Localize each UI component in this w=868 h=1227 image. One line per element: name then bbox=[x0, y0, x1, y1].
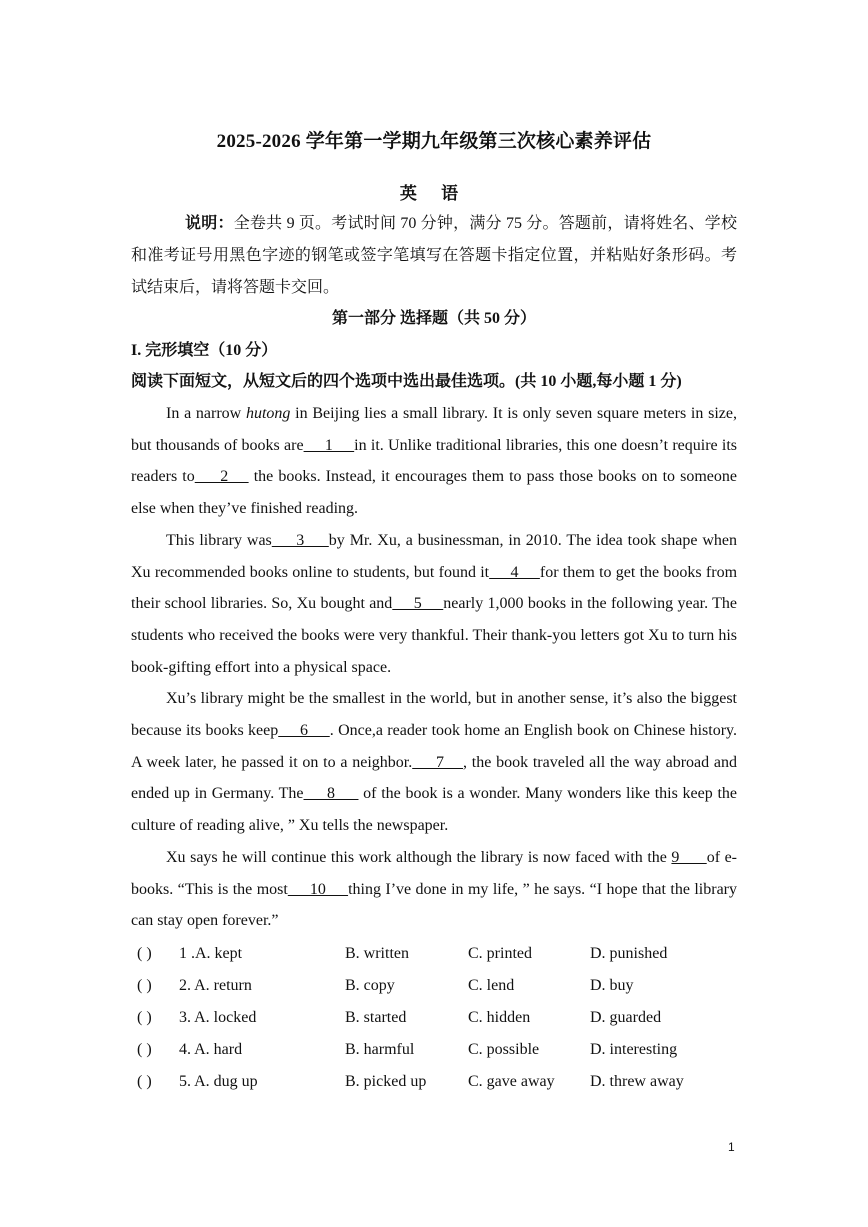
option-c: C. lend bbox=[468, 977, 515, 994]
option-b: B. written bbox=[345, 945, 409, 962]
blank-3: 3 bbox=[271, 531, 329, 549]
instructions-text: 全卷共 9 页。考试时间 70 分钟，满分 75 分。答题前，请将姓名、学校和准考证号用黑色字迹的钢笔或签字笔填写在答题卡指定位置，并粘贴好条形码。考试结束后，请将答题卡交回。 bbox=[131, 215, 737, 296]
blank-5: 5 bbox=[392, 595, 444, 613]
blank-8: 8 bbox=[303, 785, 359, 803]
passage-text: Xu’s library might be the smallest in the world, but in another sense, it’s also the biggest because its books keep bbox=[131, 690, 737, 740]
instructions-label: 说明： bbox=[185, 215, 234, 232]
passage-paragraph-1 bbox=[131, 398, 737, 525]
option-a: 4. A. hard bbox=[179, 1041, 243, 1058]
question-row bbox=[131, 1034, 751, 1066]
cloze-passage bbox=[131, 398, 737, 937]
passage-text: of the book is a wonder. Many wonders like this keep the culture of reading alive, ” Xu tells the newspaper. bbox=[131, 785, 737, 835]
option-c: C. hidden bbox=[468, 1009, 531, 1026]
option-a: 2. A. return bbox=[179, 977, 252, 994]
blank-4: 4 bbox=[489, 563, 540, 581]
question-row bbox=[131, 970, 751, 1002]
question-row bbox=[131, 938, 751, 970]
option-c: C. gave away bbox=[468, 1073, 555, 1090]
blank-6: 6 bbox=[278, 722, 330, 740]
passage-text: in it. Unlike traditional libraries, this one doesn’t require its readers to bbox=[131, 436, 738, 486]
option-a: 5. A. dug up bbox=[179, 1073, 258, 1090]
passage-text: by Mr. Xu, a businessman, in 2010. The idea took shape when Xu recommended books online to students, but found it bbox=[131, 531, 738, 581]
answer-bracket: ( ) bbox=[137, 977, 152, 994]
option-b: B. copy bbox=[345, 977, 395, 994]
passage-text: the books. Instead, it encourages them to pass those books on to someone else when they’ve finished reading. bbox=[131, 468, 738, 518]
option-b: B. started bbox=[345, 1009, 407, 1026]
passage-paragraph-2 bbox=[131, 525, 737, 684]
option-d: D. buy bbox=[590, 977, 634, 994]
question-row bbox=[131, 1066, 751, 1098]
subject-heading: 英 语 bbox=[399, 184, 469, 203]
passage-text: in Beijing lies a small library. It is only seven square meters in size, but thousands of books are bbox=[131, 405, 737, 454]
exam-title: 2025-2026 学年第一学期九年级第三次核心素养评估 bbox=[216, 131, 652, 152]
option-c: C. printed bbox=[468, 945, 532, 962]
part-heading: 第一部分 选择题（共 50 分） bbox=[331, 310, 536, 327]
option-b: B. harmful bbox=[345, 1041, 415, 1058]
section-heading: I. 完形填空（10 分） bbox=[131, 342, 278, 359]
page-number: 1 bbox=[728, 1140, 735, 1154]
option-a: 3. A. locked bbox=[179, 1009, 257, 1026]
question-row bbox=[131, 1002, 751, 1034]
answer-bracket: ( ) bbox=[137, 945, 152, 962]
option-d: D. threw away bbox=[590, 1073, 684, 1090]
answer-bracket: ( ) bbox=[137, 1073, 152, 1090]
option-d: D. interesting bbox=[590, 1041, 678, 1058]
option-d: D. guarded bbox=[590, 1009, 662, 1026]
answer-options bbox=[131, 938, 751, 1098]
answer-bracket: ( ) bbox=[137, 1041, 152, 1058]
passage-text: In a narrow bbox=[166, 405, 246, 422]
passage-text: for them to get the books from their school libraries. So, Xu bought and bbox=[131, 563, 738, 613]
blank-1: 1 bbox=[303, 436, 355, 454]
passage-paragraph-3 bbox=[131, 683, 737, 842]
blank-9: 9 bbox=[671, 848, 707, 866]
passage-text: , the book traveled all the way abroad and ended up in Germany. The bbox=[131, 753, 738, 803]
passage-text: . Once,a reader took home an English book on Chinese history. A week later, he passed it on to a neighbor. bbox=[131, 722, 737, 771]
passage-text: This library was bbox=[166, 531, 272, 549]
passage-paragraph-4 bbox=[131, 842, 737, 937]
option-d: D. punished bbox=[590, 945, 668, 962]
exam-instructions bbox=[131, 208, 737, 304]
blank-10: 10 bbox=[287, 880, 349, 898]
passage-text: thing I’ve done in my life, ” he says. “I hope that the library can stay open forever.” bbox=[131, 880, 738, 930]
answer-bracket: ( ) bbox=[137, 1009, 152, 1026]
option-a: 1 .A. kept bbox=[179, 945, 243, 962]
blank-7: 7 bbox=[412, 753, 464, 771]
passage-text: of e-books. “This is the most bbox=[131, 848, 738, 898]
option-c: C. possible bbox=[468, 1041, 540, 1058]
passage-italic-word: hutong bbox=[245, 405, 291, 422]
passage-text: nearly 1,000 books in the following year. The students who received the books were very thankful. Their thank-you letters got Xu to turn his book-gifting effort into a physical space. bbox=[131, 595, 737, 676]
section-directions: 阅读下面短文，从短文后的四个选项中选出最佳选项。(共 10 小题,每小题 1 分) bbox=[131, 373, 682, 390]
blank-2: 2 bbox=[194, 468, 249, 486]
option-b: B. picked up bbox=[345, 1073, 427, 1090]
passage-text: Xu says he will continue this work although the library is now faced with the bbox=[166, 848, 672, 866]
